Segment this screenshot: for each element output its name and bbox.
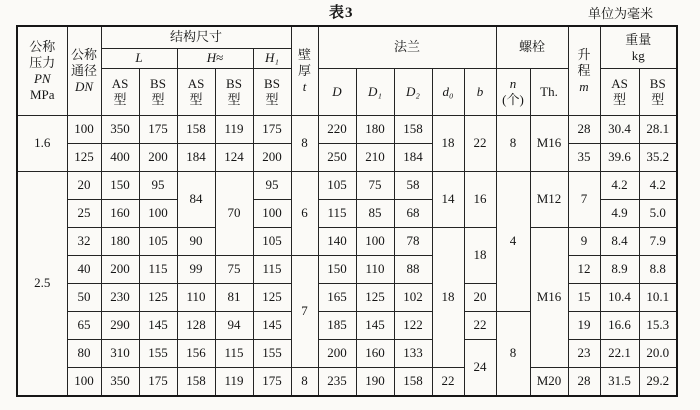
cell-pn: 1.6: [17, 116, 67, 172]
cell-dn: 65: [67, 312, 101, 340]
header-dn: 公称 通径 DN: [67, 26, 101, 116]
cell-b: 16: [464, 172, 496, 228]
cell-h-bs: 81: [215, 284, 253, 312]
cell-l-as: 310: [101, 340, 139, 368]
cell-w-as: 10.4: [600, 284, 639, 312]
cell-h-as: 128: [177, 312, 215, 340]
cell-h-as: 99: [177, 256, 215, 284]
cell-h-as: 158: [177, 368, 215, 397]
header-H-bs-type: BS 型: [215, 69, 253, 116]
cell-h-bs: 119: [215, 116, 253, 144]
cell-D1: 75: [356, 172, 394, 200]
cell-th: M16: [530, 116, 568, 172]
cell-h-as: 156: [177, 340, 215, 368]
header-H1: H₁: [253, 49, 291, 69]
table-row: [17, 228, 677, 256]
cell-l-as: 350: [101, 368, 139, 397]
header-H: H≈: [177, 49, 253, 69]
cell-dn: 125: [67, 144, 101, 172]
cell-D: 200: [318, 340, 356, 368]
cell-D2: 158: [394, 116, 432, 144]
cell-D2: 58: [394, 172, 432, 200]
cell-dn: 50: [67, 284, 101, 312]
cell-n: 8: [496, 312, 530, 397]
cell-l-bs: 175: [139, 368, 177, 397]
cell-w-bs: 8.8: [639, 256, 677, 284]
cell-l-bs: 155: [139, 340, 177, 368]
cell-dn: 80: [67, 340, 101, 368]
cell-h-as: 110: [177, 284, 215, 312]
cell-t: 7: [291, 256, 318, 368]
cell-l-as: 230: [101, 284, 139, 312]
cell-l-bs: 200: [139, 144, 177, 172]
cell-D1: 180: [356, 116, 394, 144]
cell-h1: 175: [253, 368, 291, 397]
cell-D: 185: [318, 312, 356, 340]
cell-w-as: 30.4: [600, 116, 639, 144]
cell-dn: 20: [67, 172, 101, 200]
table-row: [17, 144, 677, 172]
cell-h1: 155: [253, 340, 291, 368]
cell-w-bs: 35.2: [639, 144, 677, 172]
cell-d0: 18: [432, 228, 464, 368]
cell-th: M20: [530, 368, 568, 397]
cell-l-as: 180: [101, 228, 139, 256]
table-row: [17, 368, 677, 397]
valve-spec-table: [16, 25, 678, 397]
cell-D1: 100: [356, 228, 394, 256]
cell-h1: 200: [253, 144, 291, 172]
header-D1: D₁: [356, 69, 394, 116]
cell-D: 115: [318, 200, 356, 228]
cell-D2: 68: [394, 200, 432, 228]
header-d0: d₀: [432, 69, 464, 116]
cell-w-as: 16.6: [600, 312, 639, 340]
cell-h1: 105: [253, 228, 291, 256]
cell-D1: 210: [356, 144, 394, 172]
cell-b: 22: [464, 116, 496, 172]
cell-n: 4: [496, 172, 530, 312]
cell-w-bs: 20.0: [639, 340, 677, 368]
cell-w-bs: 28.1: [639, 116, 677, 144]
cell-m: 12: [568, 256, 600, 284]
cell-b: 22: [464, 312, 496, 340]
header-L: L: [101, 49, 177, 69]
table-row: [17, 116, 677, 144]
cell-d0: 18: [432, 116, 464, 172]
table-row: [17, 312, 677, 340]
cell-D2: 102: [394, 284, 432, 312]
cell-D1: 85: [356, 200, 394, 228]
cell-w-as: 8.9: [600, 256, 639, 284]
cell-D: 105: [318, 172, 356, 200]
header-weight-bs-type: BS 型: [639, 69, 677, 116]
cell-m: 15: [568, 284, 600, 312]
header-n: n (个): [496, 69, 530, 116]
cell-t: 6: [291, 172, 318, 256]
cell-D2: 122: [394, 312, 432, 340]
header-lift: 升 程 m: [568, 26, 600, 116]
header-flange-group: 法兰: [318, 26, 496, 69]
cell-D1: 190: [356, 368, 394, 397]
cell-l-as: 400: [101, 144, 139, 172]
cell-h-bs: 94: [215, 312, 253, 340]
table-row: [17, 284, 677, 312]
cell-m: 28: [568, 368, 600, 397]
cell-m: 23: [568, 340, 600, 368]
cell-t: 8: [291, 116, 318, 172]
cell-h1: 115: [253, 256, 291, 284]
header-bolt-group: 螺栓: [496, 26, 568, 69]
cell-w-as: 8.4: [600, 228, 639, 256]
cell-h-bs: 70: [215, 172, 253, 256]
cell-w-as: 31.5: [600, 368, 639, 397]
cell-d0: 14: [432, 172, 464, 228]
table-row: [17, 256, 677, 284]
header-D2: D₂: [394, 69, 432, 116]
cell-D1: 160: [356, 340, 394, 368]
cell-l-as: 350: [101, 116, 139, 144]
cell-dn: 100: [67, 116, 101, 144]
cell-d0: 22: [432, 368, 464, 397]
cell-pn: 2.5: [17, 172, 67, 397]
cell-th: M16: [530, 228, 568, 368]
cell-D2: 78: [394, 228, 432, 256]
table-row: [17, 172, 677, 200]
header-th: Th.: [530, 69, 568, 116]
cell-h1: 175: [253, 116, 291, 144]
cell-l-bs: 100: [139, 200, 177, 228]
cell-dn: 40: [67, 256, 101, 284]
cell-l-as: 290: [101, 312, 139, 340]
cell-D2: 158: [394, 368, 432, 397]
cell-D: 165: [318, 284, 356, 312]
cell-n: 8: [496, 116, 530, 172]
unit-note: 单位为毫米: [588, 6, 654, 21]
header-wall-thickness: 壁 厚 t: [291, 26, 318, 116]
cell-m: 28: [568, 116, 600, 144]
cell-l-bs: 105: [139, 228, 177, 256]
cell-D2: 133: [394, 340, 432, 368]
cell-b: 18: [464, 228, 496, 284]
cell-l-as: 160: [101, 200, 139, 228]
cell-D: 250: [318, 144, 356, 172]
cell-w-as: 22.1: [600, 340, 639, 368]
cell-dn: 25: [67, 200, 101, 228]
cell-dn: 100: [67, 368, 101, 397]
cell-w-bs: 4.2: [639, 172, 677, 200]
cell-h-as: 84: [177, 172, 215, 228]
cell-h-as: 90: [177, 228, 215, 256]
cell-b: 20: [464, 284, 496, 312]
cell-w-as: 39.6: [600, 144, 639, 172]
header-D: D: [318, 69, 356, 116]
header-weight-as-type: AS 型: [600, 69, 639, 116]
cell-h-bs: 115: [215, 340, 253, 368]
cell-w-bs: 15.3: [639, 312, 677, 340]
cell-h-as: 158: [177, 116, 215, 144]
cell-m: 9: [568, 228, 600, 256]
cell-t: 8: [291, 368, 318, 397]
cell-D1: 125: [356, 284, 394, 312]
cell-h1: 95: [253, 172, 291, 200]
cell-l-bs: 175: [139, 116, 177, 144]
cell-m: 35: [568, 144, 600, 172]
table-title: 表3: [329, 5, 354, 21]
cell-h-as: 184: [177, 144, 215, 172]
cell-m: 19: [568, 312, 600, 340]
cell-l-bs: 95: [139, 172, 177, 200]
cell-h1: 125: [253, 284, 291, 312]
header-L-as-type: AS 型: [101, 69, 139, 116]
cell-w-as: 4.2: [600, 172, 639, 200]
cell-b: 24: [464, 340, 496, 397]
cell-m: 7: [568, 172, 600, 228]
cell-w-bs: 7.9: [639, 228, 677, 256]
cell-l-as: 150: [101, 172, 139, 200]
header-H-as-type: AS 型: [177, 69, 215, 116]
cell-w-as: 4.9: [600, 200, 639, 228]
cell-D2: 88: [394, 256, 432, 284]
cell-D2: 184: [394, 144, 432, 172]
cell-dn: 32: [67, 228, 101, 256]
header-row-1: [17, 26, 677, 49]
cell-h1: 145: [253, 312, 291, 340]
header-b: b: [464, 69, 496, 116]
cell-w-bs: 5.0: [639, 200, 677, 228]
cell-th: M12: [530, 172, 568, 228]
cell-D1: 110: [356, 256, 394, 284]
cell-D: 220: [318, 116, 356, 144]
cell-h-bs: 75: [215, 256, 253, 284]
header-structure-group: 结构尺寸: [101, 26, 291, 49]
cell-l-bs: 115: [139, 256, 177, 284]
cell-h-bs: 119: [215, 368, 253, 397]
header-weight-group: 重量 kg: [600, 26, 677, 69]
cell-l-bs: 125: [139, 284, 177, 312]
cell-D: 140: [318, 228, 356, 256]
cell-w-bs: 29.2: [639, 368, 677, 397]
cell-l-bs: 145: [139, 312, 177, 340]
cell-h1: 100: [253, 200, 291, 228]
header-pn: 公称 压力 PN MPa: [17, 26, 67, 116]
cell-l-as: 200: [101, 256, 139, 284]
cell-w-bs: 10.1: [639, 284, 677, 312]
cell-D1: 145: [356, 312, 394, 340]
table-row: [17, 340, 677, 368]
cell-D: 235: [318, 368, 356, 397]
cell-h-bs: 124: [215, 144, 253, 172]
header-H1-bs-type: BS 型: [253, 69, 291, 116]
header-L-bs-type: BS 型: [139, 69, 177, 116]
cell-D: 150: [318, 256, 356, 284]
